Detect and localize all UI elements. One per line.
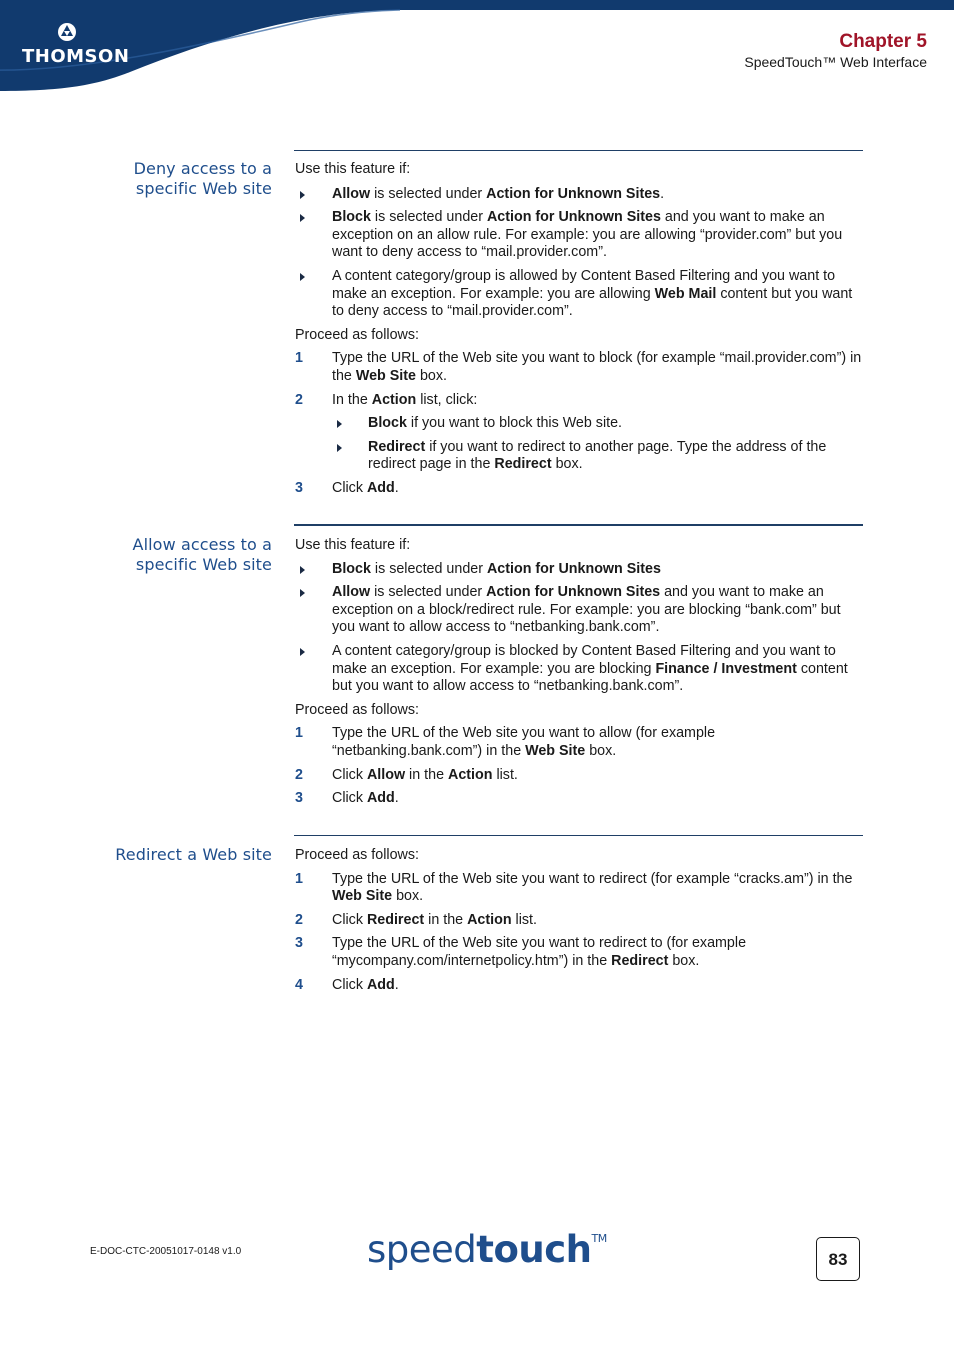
step-number: 4 xyxy=(295,976,303,993)
bold-term: Redirect xyxy=(368,438,426,455)
text: list. xyxy=(492,766,518,783)
text: list, click: xyxy=(416,391,478,408)
bold-term: Web Site xyxy=(332,888,393,905)
section-title-deny xyxy=(72,159,272,199)
logo-text-bold: touch xyxy=(476,1228,592,1271)
trademark: TM xyxy=(591,1232,607,1245)
triangle-bullet-icon xyxy=(300,648,305,656)
proceed-text: Proceed as follows: xyxy=(295,326,419,343)
text: and you want to make an exception on a block/redirect rule. For example: you are blocking “bank.com” but you want to allow access to “netbanking.bank.com”. xyxy=(332,584,841,636)
proceed-text: Proceed as follows: xyxy=(295,701,419,718)
logo-text-light: speed xyxy=(367,1228,477,1271)
step-item xyxy=(295,480,863,498)
triangle-bullet-icon xyxy=(300,589,305,597)
bold-term: Add xyxy=(366,790,395,807)
triangle-bullet-icon xyxy=(300,566,305,574)
list-item xyxy=(295,561,863,579)
chapter-title: Chapter 5 xyxy=(839,31,927,52)
chapter-heading xyxy=(744,31,927,71)
step-item xyxy=(295,392,863,410)
bold-term: Redirect xyxy=(494,456,552,473)
triangle-bullet-icon xyxy=(300,214,305,222)
step-number: 1 xyxy=(295,870,303,887)
bold-term: Action for Unknown Sites xyxy=(486,584,661,601)
list-item xyxy=(295,584,863,637)
document-id: E-DOC-CTC-20051017-0148 v1.0 xyxy=(90,1246,242,1257)
text: is selected under xyxy=(370,185,487,202)
bold-term: Add xyxy=(366,479,395,496)
bold-term: Action for Unknown Sites xyxy=(486,560,661,577)
step-item xyxy=(295,912,863,930)
list-item xyxy=(295,268,863,321)
text: Click xyxy=(332,790,367,807)
text: Type the URL of the Web site you want to redirect (for example “cracks.am”) in the xyxy=(332,870,853,887)
section-title-line: Allow access to a xyxy=(132,535,272,554)
triangle-bullet-icon xyxy=(300,191,305,199)
section-content-redirect xyxy=(295,847,863,994)
text: Click xyxy=(332,976,367,993)
text: . xyxy=(394,479,399,496)
text: in the xyxy=(424,911,468,928)
text: box. xyxy=(668,952,700,969)
sub-list-item xyxy=(295,439,863,474)
text: list. xyxy=(511,911,537,928)
section-content-allow xyxy=(295,537,863,808)
step-number: 1 xyxy=(295,350,303,367)
bold-term: Action for Unknown Sites xyxy=(486,209,661,226)
bold-term: Web Site xyxy=(355,367,416,384)
step-item xyxy=(295,977,863,995)
text: Click xyxy=(332,479,367,496)
section-title-allow xyxy=(72,535,272,575)
bold-term: Allow xyxy=(366,766,406,783)
bold-term: Redirect xyxy=(611,952,669,969)
step-number: 2 xyxy=(295,911,303,928)
step-number: 3 xyxy=(295,790,303,807)
text: if you want to block this Web site. xyxy=(406,415,623,432)
list-item xyxy=(295,209,863,262)
text: . xyxy=(660,185,665,202)
bold-term: Action xyxy=(467,911,512,928)
text: Type the URL of the Web site you want to block (for example “mail.provider.com”) in the xyxy=(332,350,862,384)
bold-term: Action for Unknown Sites xyxy=(486,185,661,202)
text: Type the URL of the Web site you want to allow (for example “netbanking.bank.com”) in the xyxy=(332,725,716,759)
list-item xyxy=(295,186,863,204)
page-number: 83 xyxy=(816,1237,860,1281)
speedtouch-logo xyxy=(367,1228,607,1271)
step-item xyxy=(295,725,863,760)
thomson-logo-icon xyxy=(58,23,76,41)
section-content-deny xyxy=(295,161,863,498)
intro-text: Use this feature if: xyxy=(295,161,411,177)
step-item xyxy=(295,935,863,970)
step-number: 3 xyxy=(295,935,303,952)
step-item xyxy=(295,871,863,906)
text: is selected under xyxy=(370,584,487,601)
bold-term: Allow xyxy=(332,584,371,601)
step-number: 2 xyxy=(295,391,303,408)
text: if you want to redirect to another page. Type the address of the redirect page in the xyxy=(368,438,827,473)
text: box. xyxy=(415,367,447,384)
bold-term: Redirect xyxy=(366,911,425,928)
triangle-bullet-icon xyxy=(337,420,342,428)
bold-term: Web Mail xyxy=(654,285,717,302)
text: is selected under xyxy=(370,560,487,577)
text: . xyxy=(394,976,399,993)
text: A content category/group is allowed by Content Based Filtering and you want to make an exception. For example: you are allowing xyxy=(332,267,836,302)
step-item xyxy=(295,767,863,785)
thomson-logo: THOMSON xyxy=(22,46,130,67)
text: A content category/group is blocked by Content Based Filtering and you want to make an exception. For example: you are blocking xyxy=(332,642,836,677)
bold-term: Action xyxy=(371,391,417,408)
text: . xyxy=(394,790,399,807)
intro-text: Use this feature if: xyxy=(295,537,411,553)
section-title-line: specific Web site xyxy=(135,179,272,198)
bold-term: Block xyxy=(368,415,407,432)
step-number: 1 xyxy=(295,725,303,742)
list-item xyxy=(295,643,863,696)
section-title-redirect xyxy=(72,845,272,865)
section-title-line: Redirect a Web site xyxy=(115,845,272,864)
section-divider xyxy=(294,524,863,526)
text: content but you want to allow access to “netbanking.bank.com”. xyxy=(332,660,848,695)
section-divider xyxy=(294,150,863,151)
proceed-text: Proceed as follows: xyxy=(295,847,419,863)
bold-term: Block xyxy=(332,560,371,577)
bold-term: Add xyxy=(366,976,395,993)
text: Click xyxy=(332,911,367,928)
text: box. xyxy=(551,456,583,473)
step-number: 3 xyxy=(295,479,303,496)
triangle-bullet-icon xyxy=(300,273,305,281)
section-title-line: Deny access to a xyxy=(133,159,272,178)
section-divider xyxy=(294,835,863,836)
bold-term: Web Site xyxy=(525,742,586,759)
bold-term: Block xyxy=(332,209,371,226)
bold-term: Action xyxy=(448,766,493,783)
bold-term: Allow xyxy=(332,185,371,202)
step-number: 2 xyxy=(295,766,303,783)
text: Type the URL of the Web site you want to redirect to (for example “mycompany.com/internetpolicy.htm”) in the xyxy=(332,935,747,969)
text: box. xyxy=(585,742,617,759)
text: In the xyxy=(332,391,372,408)
triangle-bullet-icon xyxy=(337,444,342,452)
text: box. xyxy=(392,888,424,905)
bold-term: Finance / Investment xyxy=(655,660,797,677)
section-title-line: specific Web site xyxy=(135,555,272,574)
sub-list-item xyxy=(295,415,863,433)
chapter-subtitle: SpeedTouch™ Web Interface xyxy=(744,54,927,70)
text: is selected under xyxy=(370,209,487,226)
text: in the xyxy=(405,766,448,783)
text: content but you want to deny access to “mail.provider.com”. xyxy=(332,285,853,320)
text: Click xyxy=(332,766,367,783)
text: and you want to make an exception on an allow rule. For example: you are allowing “provider.com” but you want to deny access to “mail.provider.com”. xyxy=(332,209,843,261)
step-item xyxy=(295,790,863,808)
step-item xyxy=(295,350,863,385)
